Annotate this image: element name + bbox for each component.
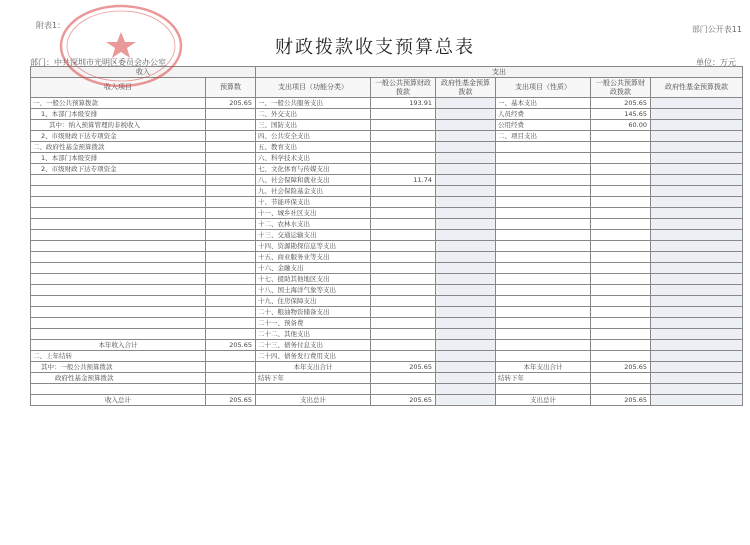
table-row (31, 285, 743, 296)
income-budget-cell: 205.65 (206, 340, 256, 351)
table-row (31, 263, 743, 274)
income-budget-cell (206, 351, 256, 362)
func-item-cell: 二十二、其他支出 (256, 329, 371, 340)
official-seal (56, 2, 186, 90)
fund-amount-cell (436, 274, 496, 285)
fund2-amount-cell (651, 351, 743, 362)
fund-amount-cell (436, 384, 496, 395)
income-item-cell (31, 230, 206, 241)
income-budget-cell (206, 142, 256, 153)
fund-amount-cell (436, 318, 496, 329)
fund2-amount-cell (651, 296, 743, 307)
general2-amount-cell (591, 230, 651, 241)
fund-amount-cell (436, 164, 496, 175)
general2-amount-cell (591, 373, 651, 384)
department-label: 部门：中共深圳市光明区委员会办公室 (30, 58, 166, 67)
func-item-cell: 支出总计 (256, 395, 371, 406)
general2-amount-cell (591, 219, 651, 230)
income-item-cell: 1、本部门本级安排 (31, 109, 206, 120)
income-budget-cell (206, 362, 256, 373)
general-amount-cell (371, 318, 436, 329)
func-item-cell: 十、节能环保支出 (256, 197, 371, 208)
func-item-cell: 十七、援助其他地区支出 (256, 274, 371, 285)
general2-amount-cell (591, 263, 651, 274)
general-amount-cell (371, 197, 436, 208)
general-amount-cell (371, 153, 436, 164)
income-budget-cell (206, 197, 256, 208)
income-budget-cell (206, 164, 256, 175)
fund-amount-cell (436, 219, 496, 230)
fund-amount-cell (436, 131, 496, 142)
general2-amount-cell (591, 175, 651, 186)
income-item-cell (31, 219, 206, 230)
table-row (31, 384, 743, 395)
general-amount-cell (371, 142, 436, 153)
income-item-cell (31, 285, 206, 296)
income-item-cell (31, 318, 206, 329)
fund2-amount-cell (651, 384, 743, 395)
general2-amount-cell: 205.65 (591, 362, 651, 373)
table-row (31, 230, 743, 241)
table-row (31, 351, 743, 362)
table-row (31, 197, 743, 208)
fund-amount-cell (436, 153, 496, 164)
general-amount-cell: 193.91 (371, 98, 436, 109)
general-amount-cell (371, 219, 436, 230)
income-item-cell: 2、市级财政下达专项资金 (31, 164, 206, 175)
income-item-cell: 本年收入合计 (31, 340, 206, 351)
general2-amount-cell (591, 318, 651, 329)
income-budget-cell (206, 296, 256, 307)
func-item-cell: 三、国防支出 (256, 120, 371, 131)
general2-amount-cell (591, 252, 651, 263)
fund2-amount-cell (651, 142, 743, 153)
general2-amount-cell (591, 274, 651, 285)
econ-item-cell (496, 208, 591, 219)
econ-item-cell (496, 263, 591, 274)
table-row (31, 274, 743, 285)
econ-item-cell: 公用经费 (496, 120, 591, 131)
general2-amount-cell (591, 285, 651, 296)
fund2-amount-cell (651, 263, 743, 274)
general-amount-cell: 205.65 (371, 395, 436, 406)
header-general2: 一般公共预算财政拨款 (591, 78, 651, 98)
income-item-cell: 政府性基金预算拨款 (31, 373, 206, 384)
general-amount-cell (371, 285, 436, 296)
income-budget-cell (206, 208, 256, 219)
table-row (31, 307, 743, 318)
fund-amount-cell (436, 252, 496, 263)
econ-item-cell (496, 153, 591, 164)
header-fund: 政府性基金预算拨款 (436, 78, 496, 98)
fund2-amount-cell (651, 153, 743, 164)
econ-item-cell (496, 164, 591, 175)
func-item-cell: 一、一般公共服务支出 (256, 98, 371, 109)
fund2-amount-cell (651, 252, 743, 263)
income-item-cell (31, 329, 206, 340)
table-row (31, 296, 743, 307)
general2-amount-cell: 60.00 (591, 120, 651, 131)
header-func-item: 支出项目（功能分类） (256, 78, 371, 98)
income-item-cell (31, 263, 206, 274)
income-budget-cell (206, 329, 256, 340)
general2-amount-cell (591, 186, 651, 197)
table-row (31, 252, 743, 263)
econ-item-cell (496, 318, 591, 329)
general-amount-cell (371, 373, 436, 384)
table-row (31, 142, 743, 153)
func-item-cell: 十五、商业服务业等支出 (256, 252, 371, 263)
fund-amount-cell (436, 285, 496, 296)
general-amount-cell (371, 120, 436, 131)
header-general: 一般公共预算财政拨款 (371, 78, 436, 98)
general2-amount-cell (591, 131, 651, 142)
fund-amount-cell (436, 362, 496, 373)
econ-item-cell (496, 219, 591, 230)
general-amount-cell (371, 186, 436, 197)
fund2-amount-cell (651, 340, 743, 351)
fund2-amount-cell (651, 131, 743, 142)
income-item-cell (31, 296, 206, 307)
econ-item-cell (496, 285, 591, 296)
general2-amount-cell (591, 197, 651, 208)
econ-item-cell (496, 307, 591, 318)
fund2-amount-cell (651, 197, 743, 208)
econ-item-cell (496, 197, 591, 208)
unit-label: 单位：万元 (696, 58, 736, 67)
table-row (31, 362, 743, 373)
income-item-cell: 二、政府性基金预算拨款 (31, 142, 206, 153)
table-row (31, 131, 743, 142)
table-row (31, 219, 743, 230)
econ-item-cell (496, 186, 591, 197)
func-item-cell: 九、社会保险基金支出 (256, 186, 371, 197)
fund-amount-cell (436, 197, 496, 208)
general-amount-cell (371, 208, 436, 219)
income-item-cell (31, 307, 206, 318)
income-budget-cell (206, 252, 256, 263)
econ-item-cell (496, 142, 591, 153)
econ-item-cell (496, 241, 591, 252)
income-item-cell: 1、本部门本级安排 (31, 153, 206, 164)
econ-item-cell: 一、基本支出 (496, 98, 591, 109)
general-amount-cell (371, 252, 436, 263)
fund2-amount-cell (651, 208, 743, 219)
fund-amount-cell (436, 395, 496, 406)
income-budget-cell: 205.65 (206, 395, 256, 406)
income-item-cell: 其中：纳入预算管理的非税收入 (31, 120, 206, 131)
fund2-amount-cell (651, 373, 743, 384)
func-item-cell: 二十四、债务发行费用支出 (256, 351, 371, 362)
econ-item-cell: 本年支出合计 (496, 362, 591, 373)
table-row (31, 318, 743, 329)
table-row (31, 241, 743, 252)
income-budget-cell (206, 274, 256, 285)
econ-item-cell (496, 329, 591, 340)
income-item-cell (31, 175, 206, 186)
fund2-amount-cell (651, 318, 743, 329)
fund2-amount-cell (651, 164, 743, 175)
income-budget-cell (206, 109, 256, 120)
income-item-cell: 二、上年结转 (31, 351, 206, 362)
fund2-amount-cell (651, 395, 743, 406)
econ-item-cell: 人员经费 (496, 109, 591, 120)
fund-amount-cell (436, 98, 496, 109)
table-number-label: 部门公开表11 (691, 25, 742, 34)
general-amount-cell (371, 351, 436, 362)
income-budget-cell (206, 186, 256, 197)
table-row (31, 120, 743, 131)
fund-amount-cell (436, 241, 496, 252)
income-item-cell: 收入总计 (31, 395, 206, 406)
func-item-cell: 四、公共安全支出 (256, 131, 371, 142)
general2-amount-cell: 205.65 (591, 98, 651, 109)
func-item-cell: 二、外交支出 (256, 109, 371, 120)
general-amount-cell (371, 329, 436, 340)
attachment-label: 附表1： (36, 21, 66, 30)
general-amount-cell: 11.74 (371, 175, 436, 186)
table-row (31, 164, 743, 175)
fund2-amount-cell (651, 219, 743, 230)
income-budget-cell (206, 318, 256, 329)
general-amount-cell (371, 230, 436, 241)
income-budget-cell (206, 263, 256, 274)
income-item-cell (31, 241, 206, 252)
income-item-cell (31, 208, 206, 219)
fund-amount-cell (436, 263, 496, 274)
fund2-amount-cell (651, 98, 743, 109)
general2-amount-cell (591, 208, 651, 219)
table-row (31, 98, 743, 109)
econ-item-cell (496, 175, 591, 186)
income-budget-cell (206, 219, 256, 230)
table-row (31, 373, 743, 384)
econ-item-cell (496, 340, 591, 351)
econ-item-cell (496, 296, 591, 307)
fund2-amount-cell (651, 274, 743, 285)
general2-amount-cell: 145.65 (591, 109, 651, 120)
general-amount-cell (371, 296, 436, 307)
header-budget: 预算数 (206, 78, 256, 98)
income-section-title: 收入 (31, 67, 256, 78)
general-amount-cell (371, 340, 436, 351)
general-amount-cell (371, 131, 436, 142)
fund2-amount-cell (651, 307, 743, 318)
table-row (31, 329, 743, 340)
func-item-cell: 十三、交通运输支出 (256, 230, 371, 241)
fund-amount-cell (436, 340, 496, 351)
general-amount-cell (371, 263, 436, 274)
general-amount-cell (371, 164, 436, 175)
income-item-cell (31, 252, 206, 263)
econ-item-cell (496, 252, 591, 263)
table-row (31, 340, 743, 351)
income-item-cell (31, 186, 206, 197)
income-budget-cell (206, 307, 256, 318)
table-row (31, 186, 743, 197)
econ-item-cell: 支出总计 (496, 395, 591, 406)
income-budget-cell (206, 120, 256, 131)
func-item-cell: 十九、住房保障支出 (256, 296, 371, 307)
general2-amount-cell (591, 329, 651, 340)
general2-amount-cell (591, 296, 651, 307)
func-item-cell: 二十、粮油物资储备支出 (256, 307, 371, 318)
income-budget-cell (206, 373, 256, 384)
fund-amount-cell (436, 109, 496, 120)
general2-amount-cell (591, 164, 651, 175)
table-row (31, 153, 743, 164)
general-amount-cell (371, 274, 436, 285)
table-row (31, 395, 743, 406)
fund-amount-cell (436, 230, 496, 241)
func-item-cell: 七、文化体育与传媒支出 (256, 164, 371, 175)
income-item-cell (31, 274, 206, 285)
fund2-amount-cell (651, 285, 743, 296)
func-item-cell: 十六、金融支出 (256, 263, 371, 274)
fund-amount-cell (436, 307, 496, 318)
fund2-amount-cell (651, 241, 743, 252)
header-fund2: 政府性基金预算拨款 (651, 78, 743, 98)
general-amount-cell: 205.65 (371, 362, 436, 373)
income-item-cell: 一、一般公共预算拨款 (31, 98, 206, 109)
income-item-cell (31, 384, 206, 395)
income-item-cell: 2、市级财政下达专项资金 (31, 131, 206, 142)
general2-amount-cell (591, 153, 651, 164)
income-item-cell (31, 197, 206, 208)
fund-amount-cell (436, 142, 496, 153)
general2-amount-cell (591, 351, 651, 362)
table-row (31, 208, 743, 219)
econ-item-cell: 结转下年 (496, 373, 591, 384)
fund-amount-cell (436, 329, 496, 340)
fund2-amount-cell (651, 362, 743, 373)
func-item-cell: 二十三、债务付息支出 (256, 340, 371, 351)
func-item-cell: 五、教育支出 (256, 142, 371, 153)
func-item-cell: 十八、国土海洋气象等支出 (256, 285, 371, 296)
general2-amount-cell (591, 241, 651, 252)
fund-amount-cell (436, 351, 496, 362)
fund2-amount-cell (651, 329, 743, 340)
func-item-cell: 六、科学技术支出 (256, 153, 371, 164)
econ-item-cell (496, 230, 591, 241)
header-income-item: 收入项目 (31, 78, 206, 98)
budget-table (30, 66, 743, 406)
fund-amount-cell (436, 208, 496, 219)
general2-amount-cell (591, 307, 651, 318)
general2-amount-cell: 205.65 (591, 395, 651, 406)
income-budget-cell (206, 241, 256, 252)
func-item-cell: 十二、农林水支出 (256, 219, 371, 230)
general2-amount-cell (591, 340, 651, 351)
econ-item-cell (496, 351, 591, 362)
econ-item-cell: 二、项目支出 (496, 131, 591, 142)
func-item-cell (256, 384, 371, 395)
fund-amount-cell (436, 296, 496, 307)
general-amount-cell (371, 109, 436, 120)
fund-amount-cell (436, 120, 496, 131)
income-budget-cell (206, 384, 256, 395)
income-budget-cell (206, 230, 256, 241)
page-title: 财政拨款收支预算总表 (275, 37, 475, 58)
table-row (31, 175, 743, 186)
fund-amount-cell (436, 175, 496, 186)
income-budget-cell (206, 131, 256, 142)
general2-amount-cell (591, 384, 651, 395)
income-item-cell: 其中：一般公共预算拨款 (31, 362, 206, 373)
func-item-cell: 二十一、预备费 (256, 318, 371, 329)
fund2-amount-cell (651, 230, 743, 241)
func-item-cell: 十一、城乡社区支出 (256, 208, 371, 219)
general-amount-cell (371, 307, 436, 318)
func-item-cell: 十四、资源勘探信息等支出 (256, 241, 371, 252)
fund2-amount-cell (651, 175, 743, 186)
fund2-amount-cell (651, 186, 743, 197)
econ-item-cell (496, 274, 591, 285)
general-amount-cell (371, 241, 436, 252)
income-budget-cell (206, 285, 256, 296)
func-item-cell: 八、社会保障和就业支出 (256, 175, 371, 186)
func-item-cell: 结转下年 (256, 373, 371, 384)
header-econ-item: 支出项目（性质） (496, 78, 591, 98)
general2-amount-cell (591, 142, 651, 153)
income-budget-cell (206, 175, 256, 186)
table-row (31, 109, 743, 120)
fund-amount-cell (436, 186, 496, 197)
fund-amount-cell (436, 373, 496, 384)
general-amount-cell (371, 384, 436, 395)
expense-section-title: 支出 (256, 67, 743, 78)
income-budget-cell (206, 153, 256, 164)
econ-item-cell (496, 384, 591, 395)
income-budget-cell: 205.65 (206, 98, 256, 109)
fund2-amount-cell (651, 109, 743, 120)
func-item-cell: 本年支出合计 (256, 362, 371, 373)
fund2-amount-cell (651, 120, 743, 131)
